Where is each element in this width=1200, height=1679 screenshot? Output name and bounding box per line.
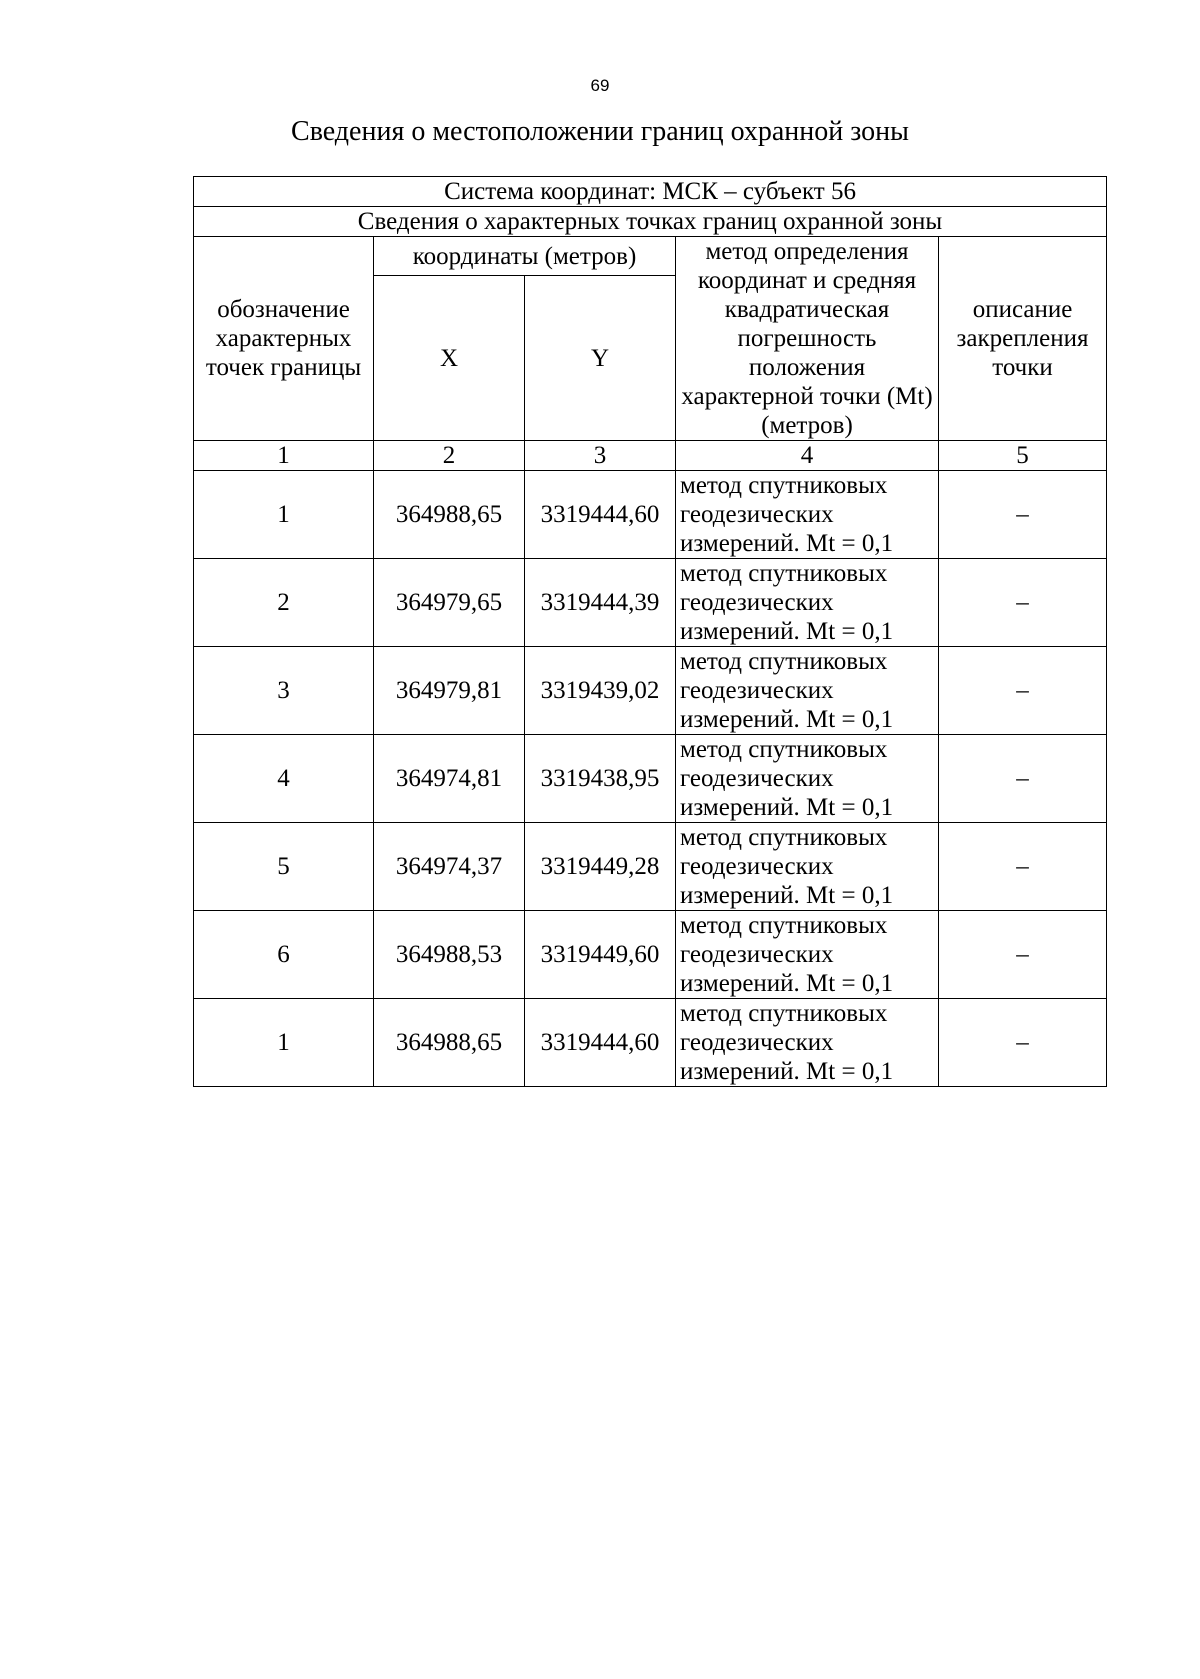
method-line: геодезических [680, 1029, 834, 1056]
table-row [194, 823, 1107, 911]
method-line: измерений. Mt = 0,1 [680, 1058, 894, 1085]
table-row [194, 911, 1107, 999]
header-y: Y [525, 276, 676, 441]
point-number-cell: 1 [194, 471, 374, 559]
page-number: 69 [590, 76, 610, 95]
header-description: описание закрепления точки [939, 237, 1107, 441]
method-line: измерений. Mt = 0,1 [680, 618, 894, 645]
method-line: геодезических [680, 589, 834, 616]
description-cell: – [939, 911, 1107, 999]
x-coordinate-cell: 364988,65 [374, 999, 525, 1087]
x-coordinate-cell: 364979,81 [374, 647, 525, 735]
x-coordinate-cell: 364979,65 [374, 559, 525, 647]
y-coordinate-cell: 3319438,95 [525, 735, 676, 823]
column-number: 2 [374, 441, 525, 471]
header-coordinates-group: координаты (метров) [374, 237, 676, 276]
method-line: метод спутниковых [680, 824, 888, 851]
method-cell [676, 471, 939, 559]
method-line: метод спутниковых [680, 736, 888, 763]
section-title-cell: Сведения о характерных точках границ охранной зоны [194, 207, 1107, 237]
method-cell [676, 911, 939, 999]
method-line: геодезических [680, 677, 834, 704]
method-line: геодезических [680, 853, 834, 880]
column-number: 3 [525, 441, 676, 471]
coordinate-system-row [194, 177, 1107, 207]
y-coordinate-cell: 3319444,60 [525, 471, 676, 559]
point-number-cell: 5 [194, 823, 374, 911]
method-line: геодезических [680, 941, 834, 968]
point-number-cell: 1 [194, 999, 374, 1087]
description-cell: – [939, 735, 1107, 823]
method-cell [676, 559, 939, 647]
method-line: метод спутниковых [680, 1000, 888, 1027]
y-coordinate-cell: 3319444,60 [525, 999, 676, 1087]
coordinates-table [193, 176, 1107, 1087]
method-line: измерений. Mt = 0,1 [680, 882, 894, 909]
table-row [194, 999, 1107, 1087]
method-line: измерений. Mt = 0,1 [680, 530, 894, 557]
table-row [194, 647, 1107, 735]
method-line: измерений. Mt = 0,1 [680, 970, 894, 997]
method-cell [676, 823, 939, 911]
table-row [194, 559, 1107, 647]
description-cell: – [939, 559, 1107, 647]
y-coordinate-cell: 3319439,02 [525, 647, 676, 735]
method-line: метод спутниковых [680, 560, 888, 587]
description-cell: – [939, 823, 1107, 911]
header-method: метод определения координат и средняя квадратическая погрешность положения характерной точки (Mt) (метров) [676, 237, 939, 441]
point-number-cell: 2 [194, 559, 374, 647]
coordinate-system-cell: Система координат: МСК – субъект 56 [194, 177, 1107, 207]
x-coordinate-cell: 364974,81 [374, 735, 525, 823]
point-number-cell: 6 [194, 911, 374, 999]
x-coordinate-cell: 364988,53 [374, 911, 525, 999]
description-cell: – [939, 999, 1107, 1087]
column-number: 1 [194, 441, 374, 471]
header-point-designation: обозначение характерных точек границы [194, 237, 374, 441]
y-coordinate-cell: 3319444,39 [525, 559, 676, 647]
method-line: метод спутниковых [680, 912, 888, 939]
x-coordinate-cell: 364974,37 [374, 823, 525, 911]
method-line: метод спутниковых [680, 472, 888, 499]
description-cell: – [939, 647, 1107, 735]
method-cell [676, 647, 939, 735]
header-row [194, 237, 1107, 276]
table-row [194, 471, 1107, 559]
table-row [194, 735, 1107, 823]
column-number: 5 [939, 441, 1107, 471]
method-line: геодезических [680, 501, 834, 528]
document-title: Сведения о местоположении границ охранной зоны [291, 116, 909, 147]
y-coordinate-cell: 3319449,60 [525, 911, 676, 999]
method-line: измерений. Mt = 0,1 [680, 706, 894, 733]
method-cell [676, 999, 939, 1087]
method-line: измерений. Mt = 0,1 [680, 794, 894, 821]
y-coordinate-cell: 3319449,28 [525, 823, 676, 911]
x-coordinate-cell: 364988,65 [374, 471, 525, 559]
point-number-cell: 3 [194, 647, 374, 735]
method-cell [676, 735, 939, 823]
method-line: метод спутниковых [680, 648, 888, 675]
description-cell: – [939, 471, 1107, 559]
column-number-row [194, 441, 1107, 471]
column-number: 4 [676, 441, 939, 471]
header-x: X [374, 276, 525, 441]
section-row [194, 207, 1107, 237]
point-number-cell: 4 [194, 735, 374, 823]
method-line: геодезических [680, 765, 834, 792]
